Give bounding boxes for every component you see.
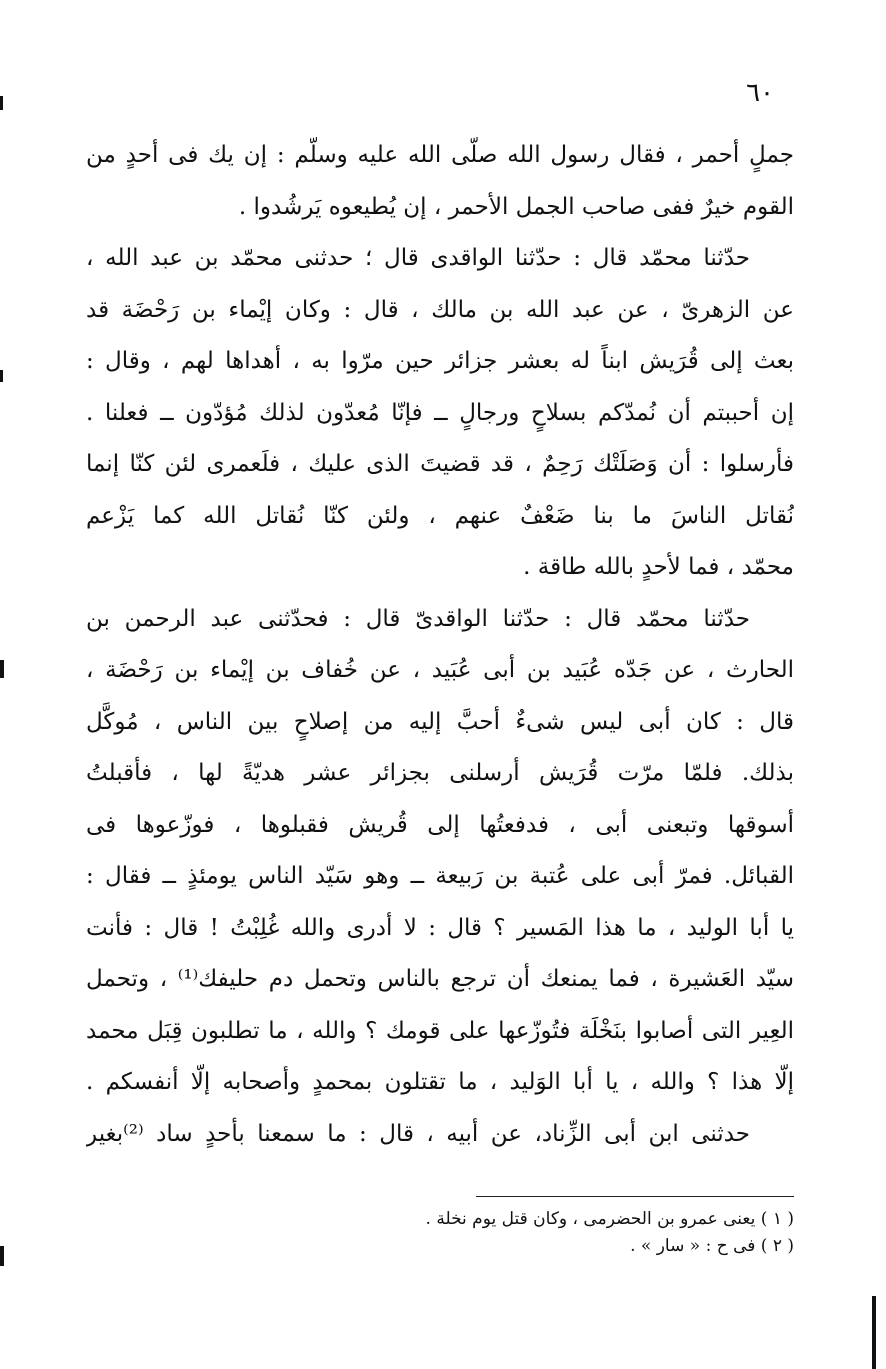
text-line: إن أحببتم أن نُمدّكم بسلاحٍ ورجالٍ ــ فإنّا مُعدّون لذلك مُؤدّون ــ فعلنا . [86, 399, 794, 426]
text-line: نُقاتل الناسَ ما بنا ضَعْفٌ عنهم ، ولئن كنّا نُقاتل الله كما يَزْعم [86, 502, 794, 529]
margin-mark [0, 370, 3, 382]
margin-mark [0, 96, 3, 110]
text-line: يا أبا الوليد ، ما هذا المَسير ؟ قال : لا أدرى والله غُلِبْتُ ! قال : فأنت [86, 914, 794, 941]
text-line: قال : كان أبى ليس شىءٌ أحبَّ إليه من إصلاحٍ بين الناس ، مُوكَّل [86, 708, 794, 735]
text-line: إلّا هذا ؟ والله ، يا أبا الوَليد ، ما تقتلون بمحمدٍ وأصحابه إلّا أنفسكم . [86, 1069, 794, 1095]
text-line: القوم خيرٌ ففى صاحب الجمل الأحمر ، إن يُطيعوه يَرشُدوا . [238, 193, 794, 220]
text-line: حدّثنا محمّد قال : حدّثنا الواقدىّ قال : فحدّثنى عبد الرحمن بن [86, 605, 750, 632]
text-line: القبائل. فمرّ أبى على عُتبة بن رَبيعة ــ وهو سَيّد الناس يومئذٍ ــ فقال : [86, 863, 794, 889]
footnote-1: ( ١ ) يعنى عمرو بن الحضرمى ، وكان قتل يوم نخلة . [425, 1209, 794, 1229]
page-number: ٦٠ [746, 78, 774, 108]
text-line: بذلك. فلمّا مرّت قُرَيش أرسلنى بجزائر عشر هديّةً لها ، فأقبلتُ [86, 760, 794, 786]
footnote-2: ( ٢ ) فى ح : « سار » . [630, 1236, 794, 1256]
text-line: العِير التى أصابوا بنَخْلَة فتُوزّعها على قومك ؟ والله ، ما تطلبون قِبَل محمد [86, 1017, 794, 1044]
footnote-divider [476, 1196, 794, 1197]
margin-mark [872, 1296, 876, 1369]
text-line: محمّد ، فما لأحدٍ بالله طاقة . [523, 554, 794, 580]
text-line: الحارث ، عن جَدّه عُبَيد بن أبى عُبَيد ، عن خُفاف بن إيْماء بن رَحْضَة ، [86, 657, 794, 683]
body-text [86, 130, 794, 1160]
margin-mark [0, 660, 4, 678]
text-line: جملٍ أحمر ، فقال رسول الله صلّى الله عليه وسلّم : إن يك فى أحدٍ من [86, 142, 794, 168]
text-line: حدّثنا محمّد قال : حدّثنا الواقدى قال ؛ حدثنى محمّد بن عبد الله ، [86, 245, 750, 271]
text-line: بعث إلى قُرَيش ابناً له بعشر جزائر حين مرّوا به ، أهداها لهم ، وقال : [86, 348, 794, 374]
text-line: فأرسلوا : أن وَصَلَتْك رَحِمٌ ، قد قضيتَ الذى عليك ، فلَعمرى لئن كنّا إنما [86, 451, 794, 477]
text-line: سيّد العَشيرة ، فما يمنعك أن ترجع بالناس وتحمل دم حليفك⁽¹⁾ ، وتحمل [86, 966, 794, 992]
text-line: أسوقها وتبعنى أبى ، فدفعتُها إلى قُريش فقبلوها ، فوزّعوها فى [86, 811, 794, 838]
margin-mark [0, 1246, 4, 1266]
footnotes [294, 1206, 794, 1260]
text-line: عن الزهرىّ ، عن عبد الله بن مالك ، قال : وكان إيْماء بن رَحْضَة قد [86, 296, 794, 323]
text-line: حدثنى ابن أبى الزِّناد، عن أبيه ، قال : ما سمعنا بأحدٍ ساد ⁽²⁾بغير [86, 1120, 750, 1147]
